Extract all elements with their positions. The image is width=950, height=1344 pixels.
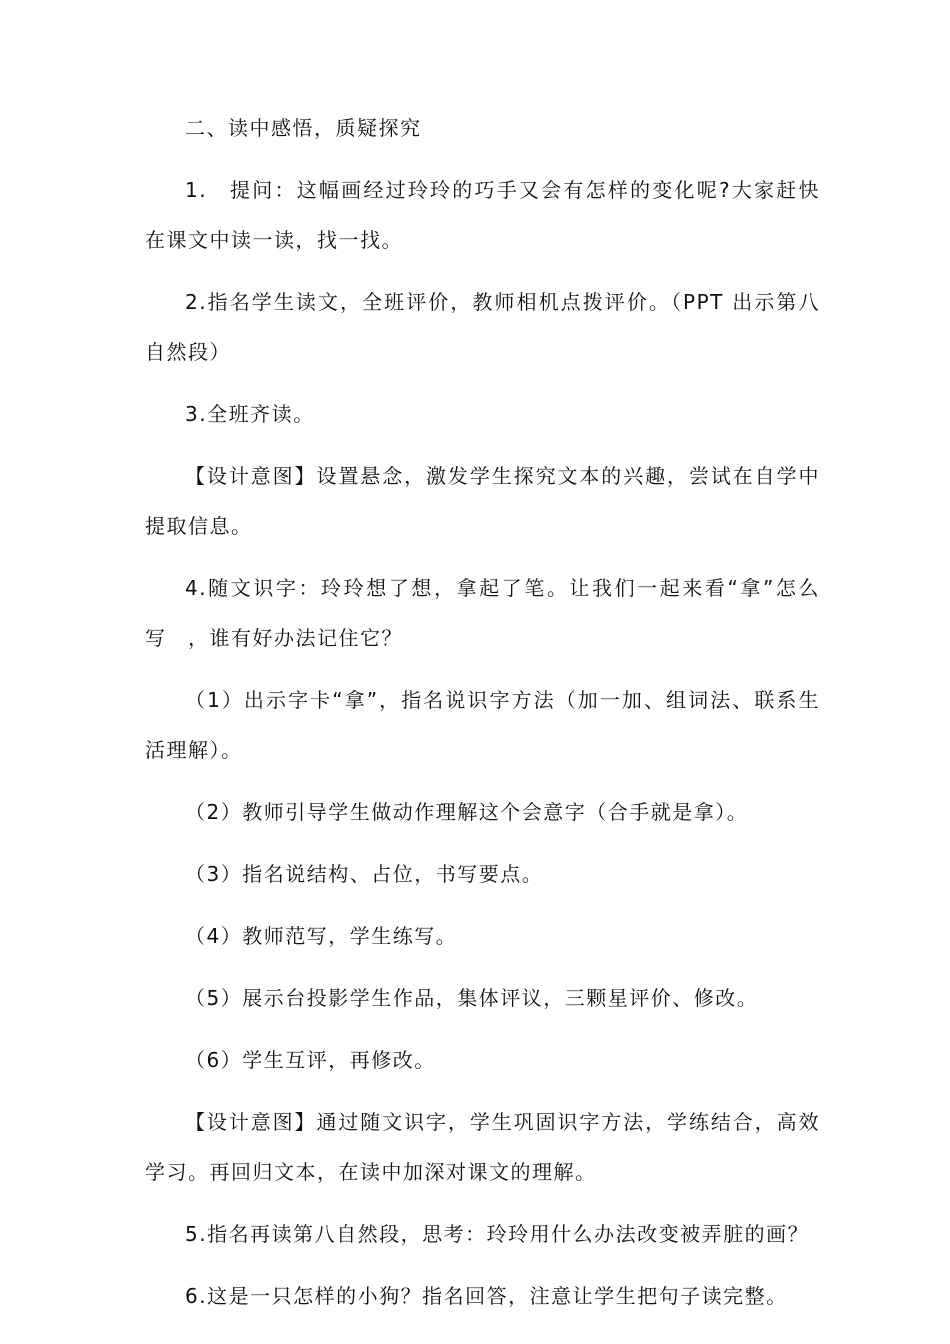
step-1-paragraph: 1. 提问：这幅画经过玲玲的巧手又会有怎样的变化呢?大家赶快在课文中读一读，找一找。 <box>145 178 820 252</box>
section-heading: 二、读中感悟，质疑探究 <box>185 116 422 140</box>
step-2-paragraph: 2.指名学生读文，全班评价，教师相机点拨评价。（PPT 出示第八自然段） <box>145 290 820 364</box>
step-4-paragraph: 4.随文识字：玲玲想了想，拿起了笔。让我们一起来看“拿”怎么写 ，谁有好办法记住它？ <box>145 576 820 650</box>
step-6-paragraph: 6.这是一只怎样的小狗？指名回答，注意让学生把句子读完整。 <box>185 1284 788 1308</box>
substep-3-paragraph: （3）指名说结构、占位，书写要点。 <box>185 862 544 886</box>
substep-6-paragraph: （6）学生互评，再修改。 <box>185 1048 436 1072</box>
step-5-paragraph: 5.指名再读第八自然段，思考：玲玲用什么办法改变被弄脏的画？ <box>185 1222 810 1246</box>
design-intent-paragraph-2: 【设计意图】通过随文识字，学生巩固识字方法，学练结合，高效学习。再回归文本，在读中加深对课文的理解。 <box>145 1110 820 1184</box>
document-body <box>145 103 820 1333</box>
substep-1-paragraph: （1）出示字卡“拿”，指名说识字方法（加一加、组词法、联系生活理解）。 <box>145 688 820 762</box>
design-intent-paragraph-1: 【设计意图】设置悬念，激发学生探究文本的兴趣，尝试在自学中提取信息。 <box>145 464 820 538</box>
step-3-paragraph: 3.全班齐读。 <box>185 402 315 426</box>
substep-2-paragraph: （2）教师引导学生做动作理解这个会意字（合手就是拿）。 <box>185 800 749 824</box>
substep-5-paragraph: （5）展示台投影学生作品，集体评议，三颗星评价、修改。 <box>185 986 759 1010</box>
substep-4-paragraph: （4）教师范写，学生练写。 <box>185 924 458 948</box>
